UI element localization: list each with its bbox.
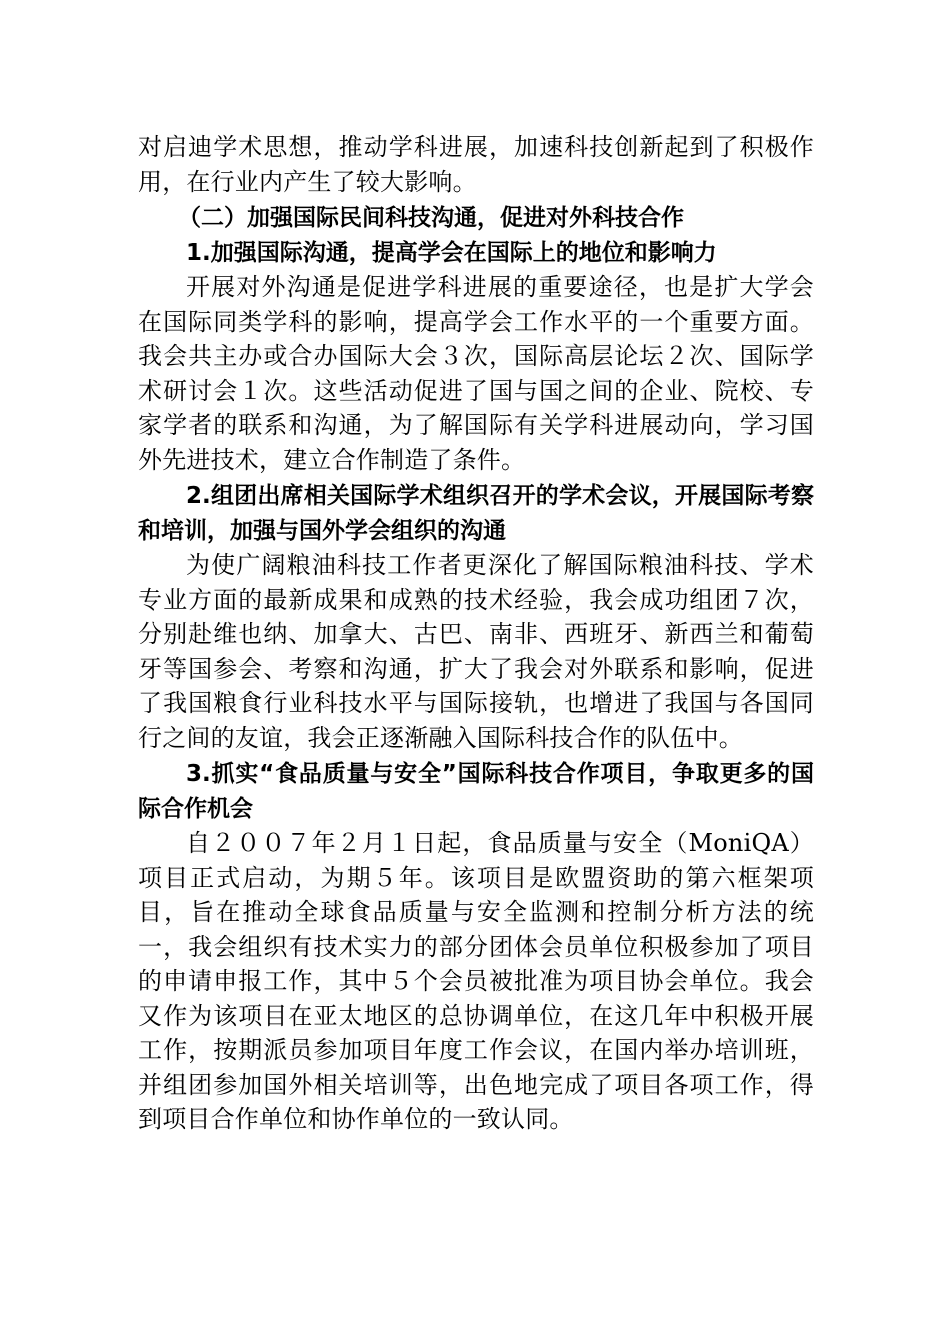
subsection-2-heading: 2.组团出席相关国际学术组织召开的学术会议，开展国际考察和培训，加强与国外学会组织的沟通 — [138, 483, 814, 544]
intro-paragraph: 对启迪学术思想，推动学科进展，加速科技创新起到了积极作用，在行业内产生了较大影响。 — [138, 133, 814, 196]
subsection-3-heading: 3.抓实“食品质量与安全”国际科技合作项目，争取更多的国际合作机会 — [138, 761, 814, 822]
subsection-1-body: 开展对外沟通是促进学科进展的重要途径，也是扩大学会在国际同类学科的影响，提高学会工作水平的一个重要方面。我会共主办或合办国际大会３次，国际高层论坛２次、国际学术研讨会１次。这些活动促进了国与国之间的企业、院校、专家学者的联系和沟通，为了解国际有关学科进展动向，学习国外先进技术，建立合作制造了条件。 — [138, 273, 814, 474]
document-page — [138, 130, 814, 1137]
section-heading: （二）加强国际民间科技沟通，促进对外科技合作 — [178, 205, 684, 231]
subsection-2-body: 为使广阔粮油科技工作者更深化了解国际粮油科技、学术专业方面的最新成果和成熟的技术经验，我会成功组团７次，分别赴维也纳、加拿大、古巴、南非、西班牙、新西兰和葡萄牙等国参会、考察和沟通，扩大了我会对外联系和影响，促进了我国粮食行业科技水平与国际接轨，也增进了我国与各国同行之间的友谊，我会正逐渐融入国际科技合作的队伍中。 — [138, 551, 814, 752]
subsection-3-body: 自２００７年２月１日起，食品质量与安全（MoniQA）项目正式启动，为期５年。该项目是欧盟资助的第六框架项目，旨在推动全球食品质量与安全监测和控制分析方法的统一，我会组织有技术实力的部分团体会员单位积极参加了项目的申请申报工作，其中５个会员被批准为项目协会单位。我会又作为该项目在亚太地区的总协调单位，在这几年中积极开展工作，按期派员参加项目年度工作会议，在国内举办培训班，并组团参加国外相关培训等，出色地完成了项目各项工作，得到项目合作单位和协作单位的一致认同。 — [138, 829, 814, 1133]
subsection-1-heading: 1.加强国际沟通，提高学会在国际上的地位和影响力 — [186, 239, 717, 266]
